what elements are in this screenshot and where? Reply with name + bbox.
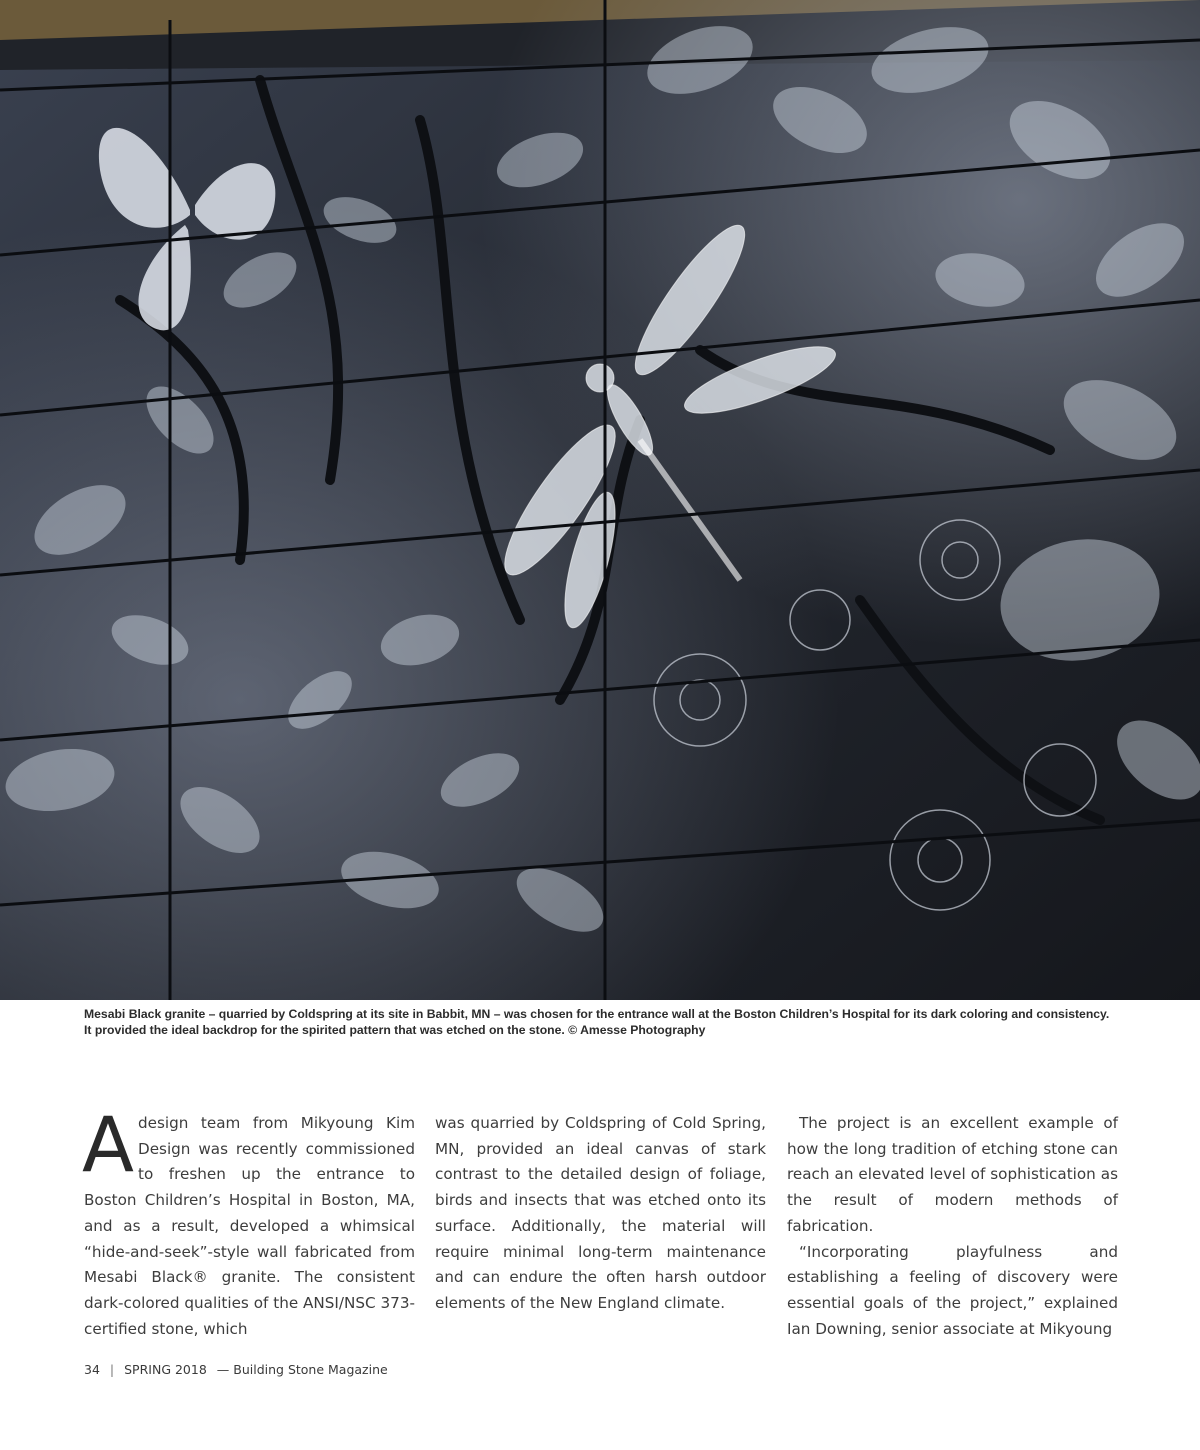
column-3-paragraph-1: The project is an excellent example of how the long tradition of etching stone can reach an elevated level of sophistication as the result of modern methods of fabrication.	[787, 1114, 1118, 1235]
article-paragraph-1	[82, 1100, 415, 1342]
article-column-1	[82, 1100, 415, 1342]
article-column-3	[787, 1111, 1118, 1342]
column-1-text: design team from Mikyoung Kim Design was recently commissioned to freshen up the entrance to Boston Children’s Hospital in Boston, MA, and as a result, developed a whimsical “hide-and-seek”-style wall fabricated from Mesabi Black® granite. The consistent dark-colored qualities of the ANSI/NSC 373-certified stone, which	[84, 1114, 415, 1338]
caption-line-2: It provided the ideal backdrop for the spirited pattern that was etched on the stone. © Amesse Photography	[84, 1023, 706, 1037]
footer-separator: |	[109, 1362, 115, 1377]
publication-name: — Building Stone Magazine	[216, 1362, 388, 1377]
page-number: 34	[84, 1362, 100, 1377]
caption-line-1: Mesabi Black granite – quarried by Coldspring at its site in Babbit, MN – was chosen for the entrance wall at the Boston Children’s Hospital for its dark coloring and consistency.	[84, 1007, 1110, 1021]
drop-cap: A	[82, 1100, 134, 1189]
column-3-paragraph-2: “Incorporating playfulness and establishing a feeling of discovery were essential goals of the project,” explained Ian Downing, senior associate at Mikyoung	[787, 1242, 1118, 1338]
issue-date: SPRING 2018	[124, 1362, 207, 1377]
page-footer	[84, 1362, 388, 1377]
photo-caption	[84, 1006, 1124, 1038]
column-2-text: was quarried by Coldspring of Cold Spring, MN, provided an ideal canvas of stark contrast to the detailed design of foliage, birds and insects that was etched onto its surface. Additionally, the material will require minimal long-term maintenance and can endure the often harsh outdoor elements of the New England climate.	[435, 1114, 766, 1312]
article-column-2	[435, 1111, 766, 1317]
